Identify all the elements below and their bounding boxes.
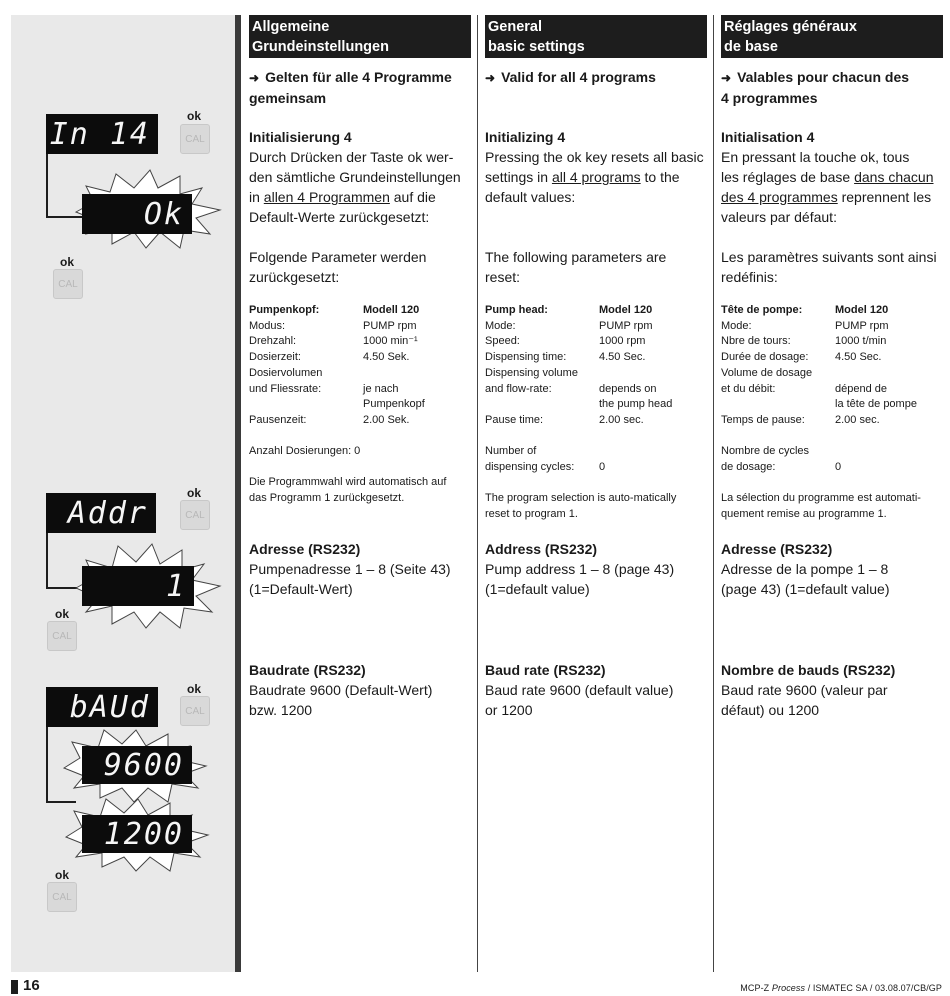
row-value: je nach (363, 382, 399, 395)
address-section (249, 539, 471, 599)
column-german (249, 15, 471, 972)
init-section (249, 127, 471, 227)
table-row (249, 413, 471, 429)
table-row (485, 334, 707, 350)
header-line: Allgemeine (252, 19, 330, 35)
row-value (599, 366, 707, 382)
underlined-text: dans chacun (854, 169, 934, 185)
row-value (599, 444, 707, 460)
reset-table (485, 303, 707, 429)
subheading (721, 67, 943, 108)
row-key: et du débit: (721, 382, 776, 395)
panel-divider (235, 15, 241, 972)
program-note (249, 475, 471, 506)
row-key: Dosiervolumen (249, 366, 323, 379)
body-line: Baudrate 9600 (Default-Wert) (249, 682, 433, 698)
table-row (721, 319, 943, 335)
cal-button[interactable]: CAL (47, 882, 77, 912)
table-row (249, 366, 471, 382)
address-section (485, 539, 707, 599)
ok-label: ok (187, 109, 202, 123)
section-title: Baud rate (RS232) (485, 662, 606, 678)
cycles-block (721, 444, 943, 475)
row-value (363, 366, 471, 382)
reference-text: MCP-Z (740, 983, 772, 993)
row-value: Modell 120 (363, 304, 420, 316)
arrow-right-icon: ➜ (721, 71, 732, 85)
section-title: Baudrate (RS232) (249, 662, 366, 678)
body-line: reset: (485, 269, 521, 285)
display-baud-opt2: 1200 (82, 815, 192, 853)
table-row (249, 319, 471, 335)
underlined-text: des 4 programmes (721, 189, 838, 205)
row-key: dispensing cycles: (485, 460, 575, 473)
subheading-line: Valid for all 4 programs (501, 69, 656, 85)
section-title: Adresse (RS232) (249, 541, 361, 557)
row-key: de dosage: (721, 460, 776, 473)
row-value: the pump head (599, 398, 673, 411)
table-row (485, 350, 707, 366)
reset-intro (721, 247, 943, 287)
ok-label: ok (55, 607, 70, 621)
text-run: to the (640, 169, 680, 185)
ok-label: ok (60, 255, 75, 269)
note-line: La sélection du programme est automati- (721, 492, 921, 504)
row-value: PUMP rpm (363, 319, 417, 332)
row-value: 4.50 Sec. (599, 351, 646, 364)
table-row (485, 319, 707, 335)
body-line: Folgende Parameter werden (249, 249, 427, 265)
table-row (249, 382, 471, 398)
row-value: PUMP rpm (835, 319, 889, 332)
table-row (485, 382, 707, 398)
connector-line (46, 533, 48, 589)
row-key: Dispensing time: (485, 351, 567, 364)
row-value: la tête de pompe (835, 398, 917, 411)
row-key: Pumpenkopf: (249, 304, 320, 316)
display-addr-top: Addr (46, 493, 156, 533)
baud-section (721, 660, 943, 720)
document-reference (740, 983, 942, 993)
body-line: Adresse de la pompe 1 – 8 (721, 561, 889, 577)
table-row (721, 334, 943, 350)
row-key: Pause time: (485, 413, 544, 426)
body-line: den sämtliche Grundeinstellungen (249, 169, 461, 185)
reference-text: / ISMATEC SA / 03.08.07/CB/GP (805, 983, 942, 993)
baud-section (485, 660, 707, 720)
header-line: Grundeinstellungen (252, 39, 389, 55)
note-line: Die Programmwahl wird automatisch auf (249, 476, 447, 488)
page-marker (11, 980, 18, 994)
body-line: Default-Werte zurückgesetzt: (249, 209, 430, 225)
text-run: settings in (485, 169, 552, 185)
row-value: depends on (599, 382, 657, 395)
note-line: reset to program 1. (485, 507, 578, 520)
column-divider (477, 15, 478, 972)
ok-label: ok (55, 868, 70, 882)
table-row (249, 397, 471, 413)
table-row (249, 303, 471, 319)
reference-italic: Process (771, 983, 806, 993)
section-title: Nombre de bauds (RS232) (721, 662, 896, 678)
body-line: Baud rate 9600 (valeur par (721, 682, 888, 698)
body-line: (1=default value) (485, 581, 590, 597)
row-value: 1000 min⁻¹ (363, 335, 418, 348)
body-line: or 1200 (485, 702, 533, 718)
row-value: Pumpenkopf (363, 398, 425, 411)
table-row (721, 303, 943, 319)
subheading-line: 4 programmes (721, 90, 818, 106)
row-key: Drehzahl: (249, 335, 297, 348)
table-row (721, 397, 943, 413)
header-line: basic settings (488, 39, 585, 55)
body-line: redéfinis: (721, 269, 778, 285)
underlined-text: all 4 programs (551, 169, 641, 185)
cal-button[interactable]: CAL (53, 269, 83, 299)
body-line (485, 167, 707, 187)
table-row (485, 397, 707, 413)
row-key: Temps de pause: (721, 413, 805, 426)
row-key: Durée de dosage: (721, 351, 809, 364)
cal-button[interactable]: CAL (180, 500, 210, 530)
section-header (249, 15, 471, 58)
cal-button[interactable]: CAL (180, 124, 210, 154)
row-key: Nbre de tours: (721, 335, 791, 348)
body-line: (page 43) (1=default value) (721, 581, 890, 597)
row-key: Nombre de cycles (721, 445, 810, 457)
header-line: Réglages généraux (724, 19, 857, 35)
row-key: Tête de pompe: (721, 304, 803, 316)
section-title: Adresse (RS232) (721, 541, 833, 557)
init-section (485, 127, 707, 207)
row-key: Volume de dosage (721, 366, 813, 379)
table-row (485, 460, 707, 476)
header-line: General (488, 19, 542, 35)
column-french (721, 15, 943, 972)
body-line (721, 187, 943, 207)
table-row (485, 413, 707, 429)
connector-line (46, 154, 48, 218)
table-row (721, 444, 943, 460)
table-row (721, 350, 943, 366)
row-value: 1000 rpm (599, 335, 646, 348)
row-value: 1000 t/min (835, 335, 887, 348)
row-key (485, 397, 599, 413)
column-divider (713, 15, 714, 972)
row-value: 0 (599, 460, 606, 473)
row-value: Model 120 (835, 304, 889, 316)
row-key: Mode: (485, 319, 516, 332)
note-line: das Programm 1 zurückgesetzt. (249, 491, 405, 504)
body-line: zurückgesetzt: (249, 269, 340, 285)
cal-button[interactable]: CAL (47, 621, 77, 651)
body-line: Pumpenadresse 1 – 8 (Seite 43) (249, 561, 451, 577)
table-row (485, 303, 707, 319)
section-title: Initialisation 4 (721, 129, 815, 145)
text-run: auf die (389, 189, 436, 205)
display-baud-opt1: 9600 (82, 746, 192, 784)
text-run: les réglages de base (721, 169, 855, 185)
body-line (721, 167, 943, 187)
display-baud-top: bAUd (46, 687, 158, 727)
program-note (721, 491, 943, 522)
cycles-block (485, 444, 707, 475)
baud-section (249, 660, 471, 720)
column-english (485, 15, 707, 972)
row-value: 2.00 sec. (835, 413, 880, 426)
row-value (835, 366, 943, 382)
body-line: (1=Default-Wert) (249, 581, 353, 597)
table-row (721, 413, 943, 429)
arrow-right-icon: ➜ (249, 71, 260, 85)
table-row (485, 366, 707, 382)
row-key: Dosierzeit: (249, 351, 301, 364)
row-value: dépend de (835, 382, 887, 395)
section-title: Initialisierung 4 (249, 129, 352, 145)
ok-label: ok (187, 682, 202, 696)
reset-table (249, 303, 471, 429)
table-row (485, 444, 707, 460)
display-init-top: In 14 (46, 114, 158, 154)
body-line: Les paramètres suivants sont ainsi (721, 249, 937, 265)
row-value: 0 (835, 460, 842, 473)
display-addr-value: 1 (82, 566, 194, 606)
section-title: Address (RS232) (485, 541, 598, 557)
init-section (721, 127, 943, 227)
row-key (721, 397, 835, 413)
body-line: En pressant la touche ok, tous (721, 149, 910, 165)
text-run: reprennent les (837, 189, 932, 205)
row-value: 2.00 sec. (599, 413, 644, 426)
table-row (721, 460, 943, 476)
body-line: défaut) ou 1200 (721, 702, 820, 718)
reset-intro (249, 247, 471, 287)
program-note (485, 491, 707, 522)
row-key: and flow-rate: (485, 382, 552, 395)
row-key: Speed: (485, 335, 520, 348)
reset-intro (485, 247, 707, 287)
connector-line (46, 727, 48, 803)
header-line: de base (724, 39, 778, 55)
cycles-line: Anzahl Dosierungen: 0 (249, 445, 361, 457)
body-line: valeurs par défaut: (721, 209, 837, 225)
body-line: Baud rate 9600 (default value) (485, 682, 674, 698)
row-key: Pausenzeit: (249, 413, 307, 426)
table-row (249, 350, 471, 366)
subheading-line: gemeinsam (249, 90, 327, 106)
reset-table (721, 303, 943, 429)
note-line: The program selection is auto-matically (485, 492, 677, 504)
row-value: 4.50 Sek. (363, 351, 410, 364)
subheading-line: Gelten für alle 4 Programme (265, 69, 452, 85)
row-value: 4.50 Sec. (835, 351, 882, 364)
body-line: Pump address 1 – 8 (page 43) (485, 561, 675, 577)
row-key: Number of (485, 445, 537, 457)
arrow-right-icon: ➜ (485, 71, 496, 85)
body-line: Pressing the ok key resets all basic (485, 149, 704, 165)
row-value: Model 120 (599, 304, 653, 316)
body-line: Durch Drücken der Taste ok wer- (249, 149, 454, 165)
section-header (485, 15, 707, 58)
page-number: 16 (23, 977, 40, 994)
address-section (721, 539, 943, 599)
table-row (721, 382, 943, 398)
body-line: default values: (485, 189, 576, 205)
row-value: PUMP rpm (599, 319, 653, 332)
row-key (249, 397, 363, 413)
subheading (249, 67, 471, 108)
row-value: 2.00 Sek. (363, 413, 410, 426)
row-key: Pump head: (485, 304, 548, 316)
row-key: Modus: (249, 319, 286, 332)
cal-button[interactable]: CAL (180, 696, 210, 726)
section-header (721, 15, 943, 58)
text-run: in (249, 189, 264, 205)
body-line: bzw. 1200 (249, 702, 313, 718)
note-line: quement remise au programme 1. (721, 507, 887, 520)
row-key: Mode: (721, 319, 752, 332)
subheading-line: Valables pour chacun des (737, 69, 910, 85)
row-key: Dispensing volume (485, 366, 578, 379)
ok-label: ok (187, 486, 202, 500)
display-init-result: Ok (82, 194, 192, 234)
table-row (721, 366, 943, 382)
body-line: The following parameters are (485, 249, 667, 265)
subheading (485, 67, 707, 88)
section-title: Initializing 4 (485, 129, 566, 145)
table-row (249, 334, 471, 350)
underlined-text: allen 4 Programmen (263, 189, 390, 205)
row-key: und Fliessrate: (249, 382, 322, 395)
row-value (835, 444, 943, 460)
body-line (249, 187, 471, 207)
